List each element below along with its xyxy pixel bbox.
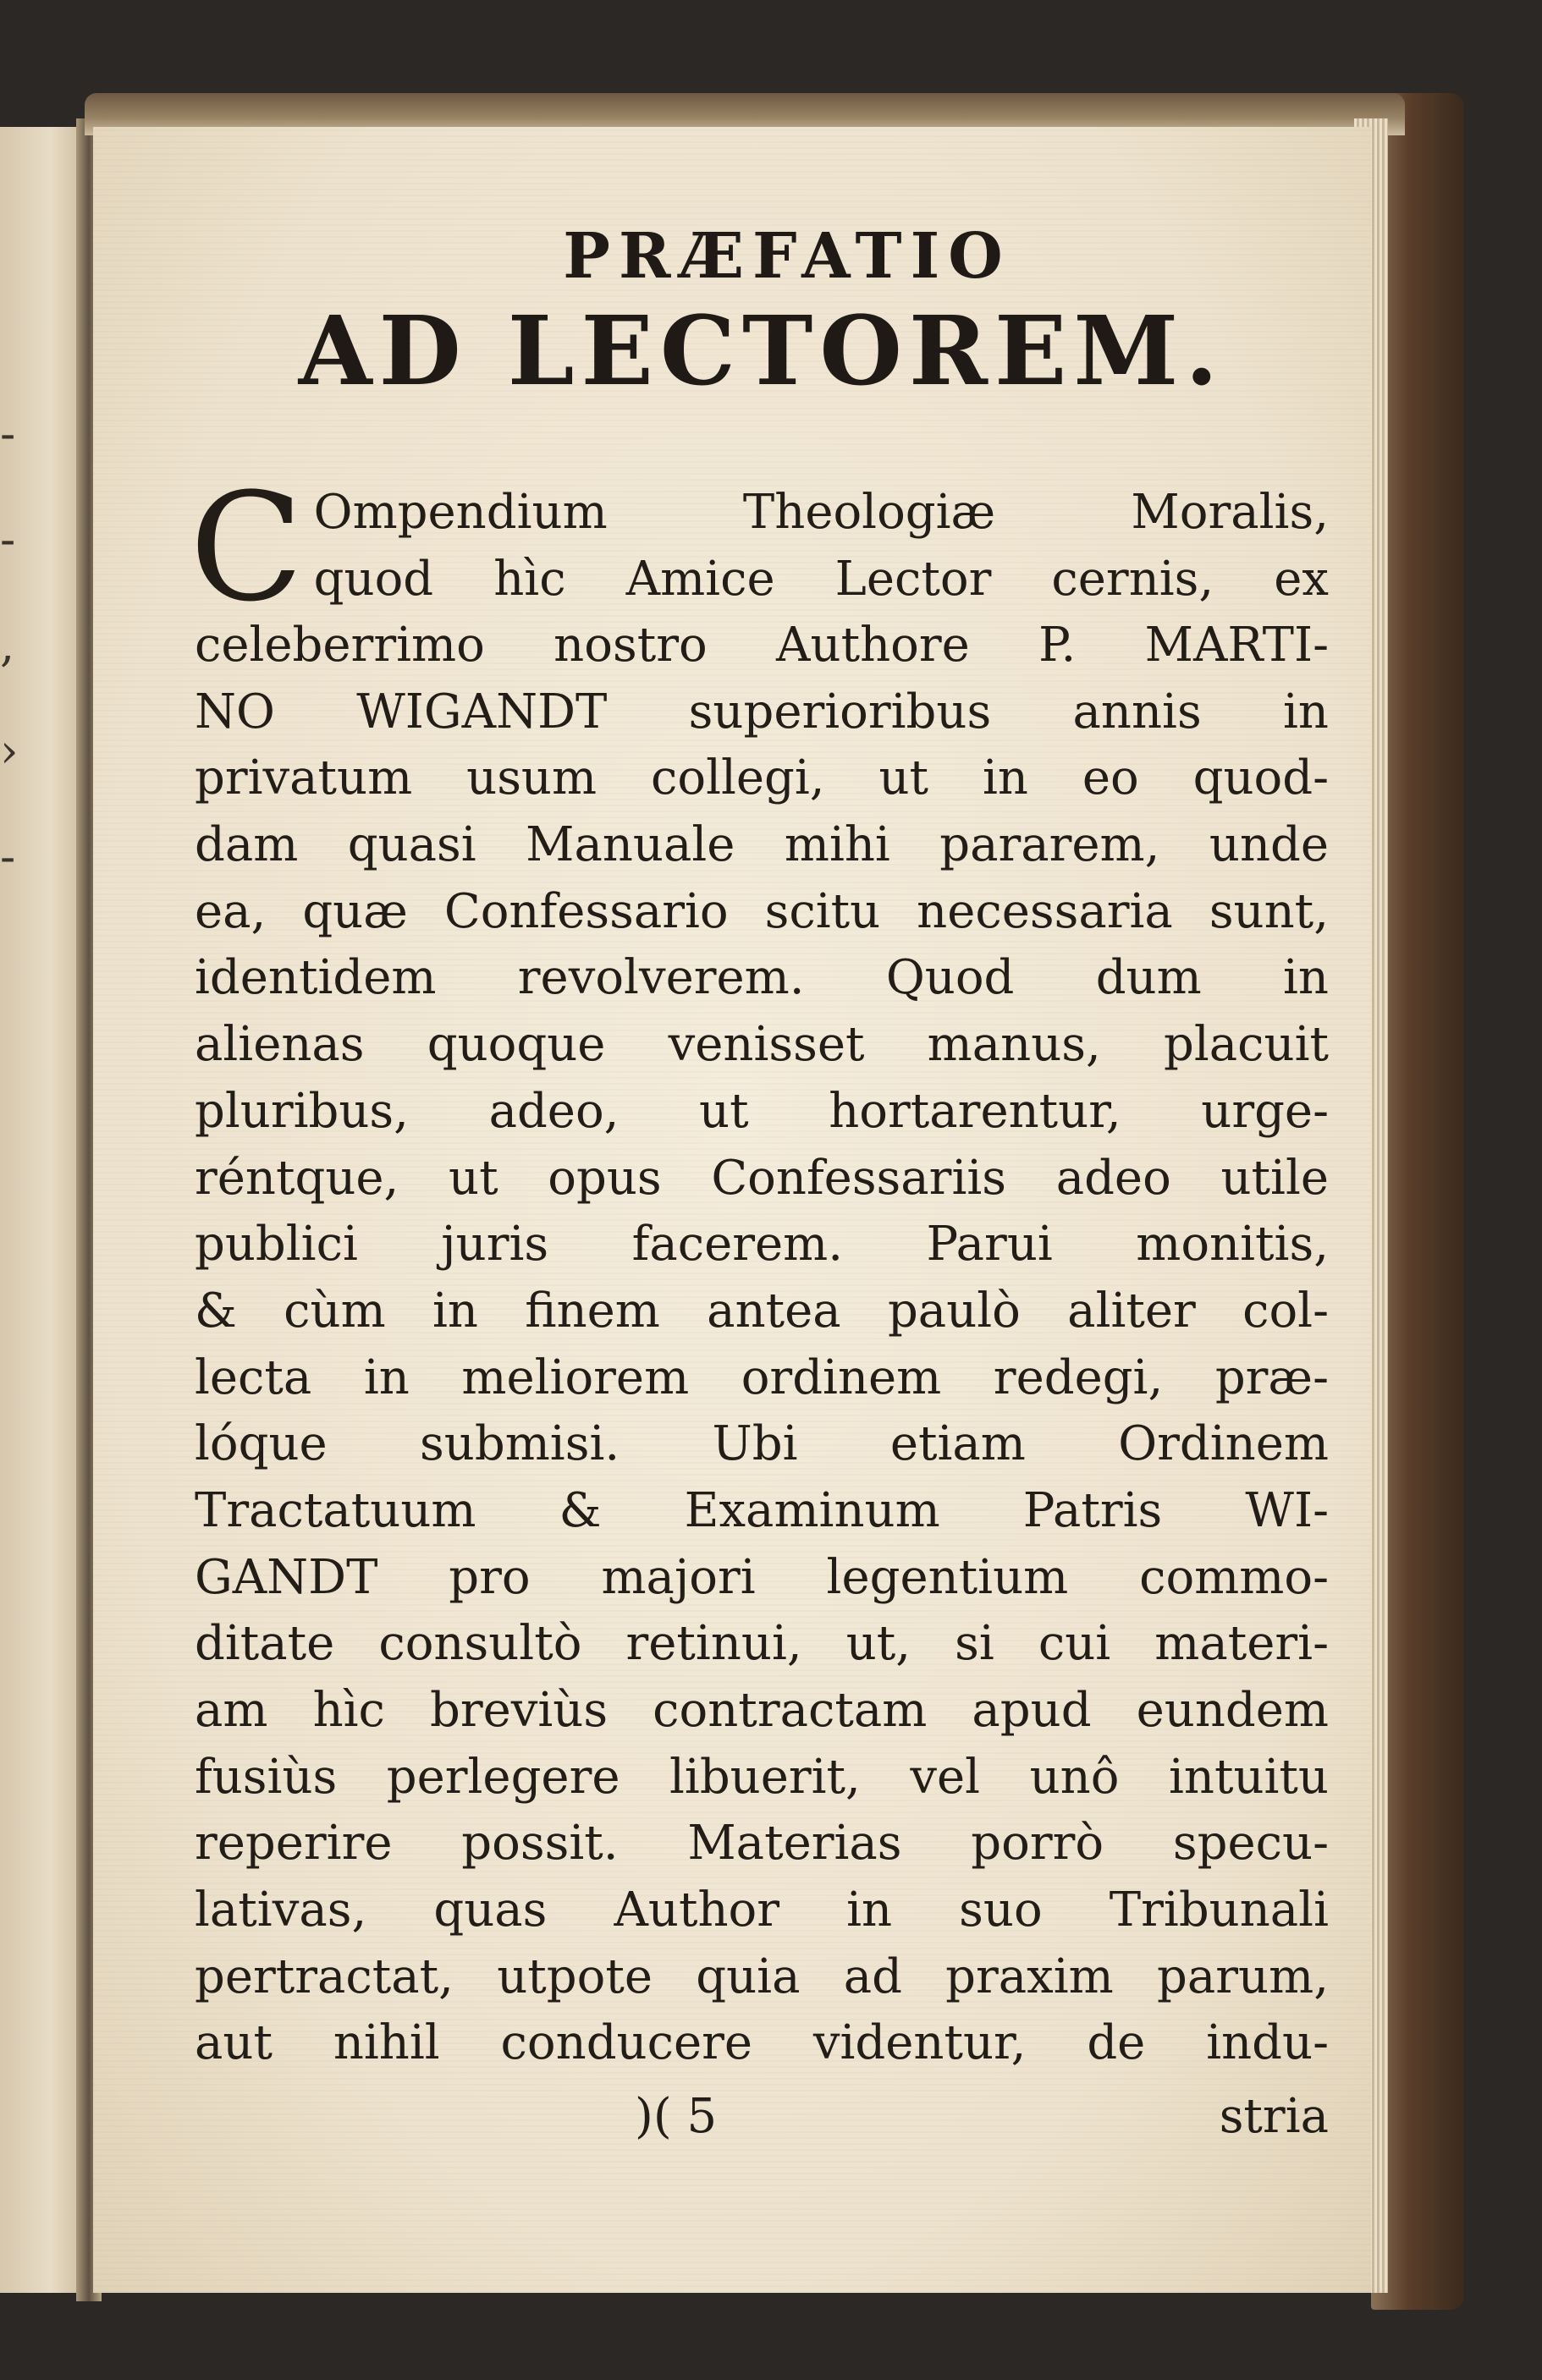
heading-praefatio: PRÆFATIO bbox=[563, 220, 1011, 293]
preface-body bbox=[190, 461, 1329, 2152]
text-line: Ompendium Theologiæ Moralis, bbox=[313, 485, 1329, 540]
text-line: dam quasi Manuale mihi pararem, unde bbox=[195, 817, 1329, 873]
text-line: reperire possit. Materias porrò specu- bbox=[195, 1816, 1329, 1872]
text-line: Tractatuum & Examinum Patris WI- bbox=[195, 1482, 1329, 1538]
text-line: fusiùs perlegere libuerit, vel unô intuitu bbox=[195, 1749, 1329, 1805]
text-line: identidem revolverem. Quod dum in bbox=[195, 950, 1329, 1006]
signature-mark: )( 5 bbox=[635, 2089, 718, 2145]
text-line: lecta in meliorem ordinem redegi, præ- bbox=[195, 1349, 1329, 1405]
text-line: quod hìc Amice Lector cernis, ex bbox=[313, 551, 1329, 607]
text-line: réntque, ut opus Confessariis adeo utile bbox=[195, 1150, 1329, 1206]
text-line: celeberrimo nostro Authore P. MARTI- bbox=[195, 618, 1329, 673]
text-line: NO WIGANDT superioribus annis in bbox=[195, 684, 1329, 739]
text-line: alienas quoque venisset manus, placuit bbox=[195, 1017, 1329, 1073]
text-line: GANDT pro majori legentium commo- bbox=[195, 1549, 1329, 1605]
catchword: stria bbox=[1219, 2089, 1329, 2145]
left-mark: › bbox=[0, 724, 19, 778]
left-mark: - bbox=[0, 830, 16, 883]
text-line: pertractat, utpote quia ad praxim parum, bbox=[195, 1949, 1329, 2004]
page-footer bbox=[195, 2084, 1329, 2152]
text-line: lóque submisi. Ubi etiam Ordinem bbox=[195, 1416, 1329, 1472]
left-page-marks bbox=[0, 381, 34, 910]
text-line: am hìc breviùs contractam apud eundem bbox=[195, 1683, 1329, 1738]
left-mark: - bbox=[0, 513, 16, 566]
heading-ad-lectorem: AD LECTOREM. bbox=[298, 296, 1225, 407]
text-line: privatum usum collegi, ut in eo quod- bbox=[195, 750, 1329, 806]
text-line: aut nihil conducere videntur, de indu- bbox=[195, 2015, 1329, 2071]
text-line: ea, quæ Confessario scitu necessaria sunt, bbox=[195, 883, 1329, 939]
text-line: & cùm in finem antea paulò aliter col- bbox=[195, 1283, 1329, 1338]
left-page-edge bbox=[0, 127, 85, 2293]
text-line: ditate consultò retinui, ut, si cui materi- bbox=[195, 1616, 1329, 1672]
text-line: pluribus, adeo, ut hortarentur, urge- bbox=[195, 1083, 1329, 1139]
text-line: lativas, quas Author in suo Tribunali bbox=[195, 1883, 1329, 1938]
left-mark: - bbox=[0, 407, 16, 460]
opening-paragraph bbox=[190, 461, 1329, 635]
right-page bbox=[93, 127, 1371, 2293]
text-line: publici juris facerem. Parui monitis, bbox=[195, 1217, 1329, 1272]
page-text-block bbox=[190, 220, 1329, 2152]
drop-cap: C bbox=[190, 461, 304, 635]
left-mark: , bbox=[0, 618, 15, 672]
